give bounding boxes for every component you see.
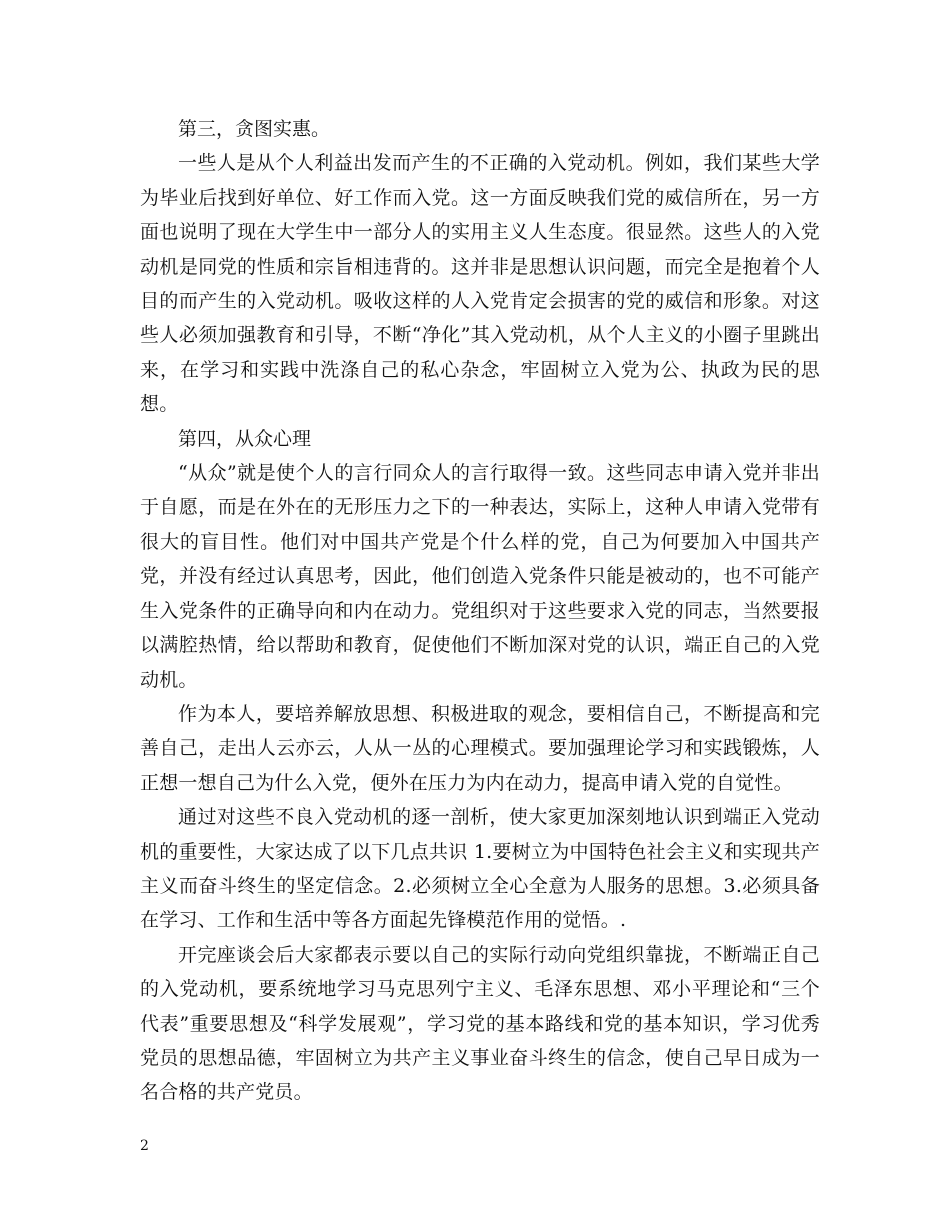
document-body <box>140 112 820 1110</box>
paragraph-conclusion: 开完座谈会后大家都表示要以自己的实际行动向党组织靠拢，不断端正自己的入党动机，要系统地学习马克思列宁主义、毛泽东思想、邓小平理论和“三个代表”重要思想及“科学发展观”，学习党的基本路线和党的基本知识，学习优秀党员的思想品德，牢固树立为共产主义事业奋斗终生的信念，使自己早日成为一名合格的共产党员。 <box>140 943 820 1104</box>
section-heading-fourth: 第四，从众心理 <box>178 427 312 450</box>
section-heading-third: 第三，贪图实惠。 <box>178 118 331 140</box>
page-number: 2 <box>140 1138 149 1154</box>
paragraph-conformity: “从众”就是使个人的言行同众人的言行取得一致。这些同志申请入党并非出于自愿，而是在外在的无形压力之下的一种表达，实际上，这种人申请入党带有很大的盲目性。他们对中国共产党是个什么样的党，自己为何要加入中国共产党，并没有经过认真思考，因此，他们创造入党条件只能是被动的，也不可能产生入党条件的正确导向和内在动力。党组织对于这些要求入党的同志，当然要报以满腔热情，给以帮助和教育，促使他们不断加深对党的认识，端正自己的入党动机。 <box>140 462 820 691</box>
paragraph-practical-benefit: 一些人是从个人利益出发而产生的不正确的入党动机。例如，我们某些大学为毕业后找到好单位、好工作而入党。这一方面反映我们党的威信所在，另一方面也说明了现在大学生中一部分人的实用主义人生态度。很显然。这些人的入党动机是同党的性质和宗旨相违背的。这并非是思想认识问题，而完全是抱着个人目的而产生的入党动机。吸收这样的人入党肯定会损害的党的威信和形象。对这些人必须加强教育和引导，不断“净化”其入党动机，从个人主义的小圈子里跳出来，在学习和实践中洗涤自己的私心杂念，牢固树立入党为公、执政为民的思想。 <box>140 152 820 416</box>
paragraph-self-improvement: 作为本人，要培养解放思想、积极进取的观念，要相信自己，不断提高和完善自己，走出人云亦云，人从一丛的心理模式。要加强理论学习和实践锻炼，人正想一想自己为什么入党，便外在压力为内在动力，提高申请入党的自觉性。 <box>140 702 820 794</box>
paragraph-consensus: 通过对这些不良入党动机的逐一剖析，使大家更加深刻地认识到端正入党动机的重要性，大家达成了以下几点共识 1.要树立为中国特色社会主义和实现共产主义而奋斗终生的坚定信念。2.必须树立全心全意为人服务的思想。3.必须具备在学习、工作和生活中等各方面起先锋模范作用的觉悟。. <box>140 806 820 932</box>
